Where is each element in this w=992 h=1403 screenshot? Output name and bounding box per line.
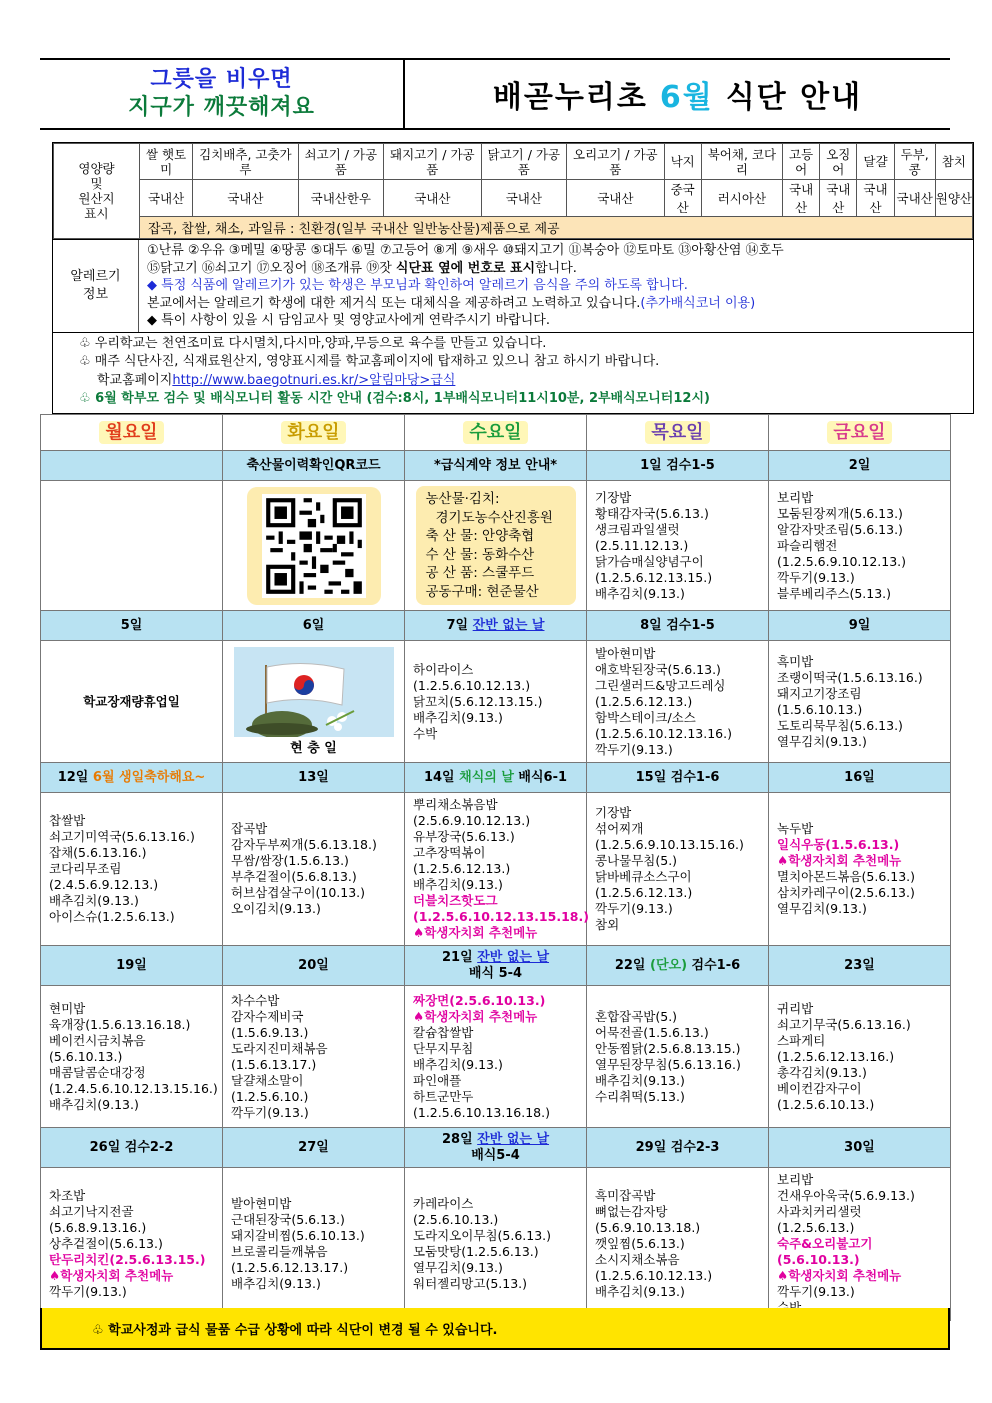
menu-item: 잡곡밥: [231, 821, 268, 836]
menu-cell: [223, 986, 405, 1128]
menu-item: ♠학생자치회 추천메뉴: [413, 925, 538, 940]
menu-item: 현미밥: [49, 1000, 86, 1016]
menu-row-2: [41, 641, 951, 763]
menu-cell: [769, 986, 951, 1128]
date-cell: 14일 채식의 날 배식6-1: [405, 763, 587, 793]
origin-item-country: 국내산: [193, 180, 298, 217]
menu-item: 쇠고기무국(5.6.13.16.): [777, 1016, 911, 1032]
info-panel: [52, 142, 974, 414]
menu-cell: [41, 793, 223, 946]
homepage-label: 학교홈페이지: [97, 372, 173, 388]
menu-item: 짜장면(2.5.6.10.13.): [413, 992, 546, 1008]
menu-item: 사과치커리샐럿: [777, 1204, 862, 1219]
menu-item: (2.4.5.6.9.12.13.): [49, 877, 159, 892]
menu-item: 건새우아욱국(5.6.9.13.): [777, 1188, 915, 1203]
menu-item: (1.2.5.6.9.10.13.15.16.): [595, 837, 744, 852]
date-cell: 9일: [769, 611, 951, 641]
date-cell: [41, 451, 223, 481]
origin-item-name: 북어채, 코다리: [701, 144, 782, 180]
menu-item: (1.2.5.6.12.13.16.): [777, 1048, 895, 1064]
origin-item-country: 국내산: [567, 180, 665, 217]
origin-item-name: 쇠고기 / 가공품: [298, 144, 383, 180]
weekday-header: [41, 415, 951, 451]
menu-cell: [769, 1168, 951, 1321]
allergy-body: [139, 240, 973, 332]
menu-item: 잡채(5.6.13.16.): [49, 845, 147, 860]
menu-cell: [223, 1168, 405, 1321]
date-cell: 23일: [769, 946, 951, 986]
menu-item: 수리취떡(5.13.): [595, 1088, 685, 1104]
menu-item: 워터젤리망고(5.13.): [413, 1276, 528, 1291]
korean-flag-icon: [234, 647, 394, 737]
menu-item: 깍두기(9.13.): [777, 569, 855, 585]
origin-item-name: 오징어: [820, 144, 857, 180]
allergy-contact: ◆ 특이 사항이 있을 시 담임교사 및 영양교사에게 연락주시기 바랍니다.: [147, 313, 550, 328]
menu-item: (1.2.5.6.12.13.): [595, 693, 693, 709]
menu-cell: [587, 1168, 769, 1321]
date-cell: 16일: [769, 763, 951, 793]
menu-row-4: [41, 986, 951, 1128]
menu-item: 애호박된장국(5.6.13.): [595, 661, 721, 677]
menu-item: 열무김치(9.13.): [777, 733, 867, 749]
menu-item: 깍두기(9.13.): [231, 1104, 309, 1120]
menu-item: 뼈없는감자탕: [595, 1204, 668, 1219]
menu-item: 콩나물무침(5.): [595, 853, 678, 868]
menu-item: 차수수밥: [231, 992, 280, 1008]
menu-item: 참외: [595, 917, 620, 932]
menu-item: 열무김치(9.13.): [777, 901, 867, 916]
title-school: 배곧누리초: [492, 80, 648, 115]
menu-item: 배추김치(9.13.): [49, 893, 139, 908]
date-cell: 7일 잔반 없는 날: [405, 611, 587, 641]
weekday-fri: 금요일: [827, 421, 891, 444]
origin-item-country: 국내산: [820, 180, 857, 217]
menu-item: (1.2.5.6.10.13.16.18.): [413, 1104, 550, 1120]
date-cell: 13일: [223, 763, 405, 793]
menu-item: (5.6.10.13.): [777, 1252, 860, 1267]
note-monitor: ♧ 6월 학부모 검수 및 배식모니터 활동 시간 안내 (검수:8시, 1부배식모니터11시10분, 2부배식모니터12시): [79, 391, 710, 406]
date-row-5: [41, 1128, 951, 1168]
date-cell: 29일 검수2-3: [587, 1128, 769, 1168]
date-cell: 12일 6월 생일축하해요~: [41, 763, 223, 793]
menu-item: (1.2.5.6.12.13.17.): [231, 1260, 349, 1275]
date-cell: 6일: [223, 611, 405, 641]
date-cell: 8일 검수1-5: [587, 611, 769, 641]
homepage-link[interactable]: http://www.baegotnuri.es.kr/>알림마당>급식: [172, 372, 456, 388]
header: [40, 60, 950, 130]
menu-item: (1.2.5.6.12.13.15.): [595, 569, 713, 585]
menu-item: 차조밥: [49, 1188, 86, 1203]
slogan-box: [40, 60, 405, 130]
origin-label: 영양량 및 원산지 표시: [54, 144, 140, 239]
menu-item: 배추김치(9.13.): [413, 877, 503, 892]
menu-item: 보리밥: [777, 1172, 814, 1187]
menu-item: 닭가슴매실양념구이: [595, 553, 704, 569]
date-cell: 1일 검수1-5: [587, 451, 769, 481]
menu-item: (2.5.11.12.13.): [595, 537, 689, 553]
menu-item: 탄두리치킨(2.5.6.13.15.): [49, 1252, 206, 1267]
weekday-mon: 월요일: [99, 421, 163, 444]
menu-item: (1.2.5.6.10.13.): [777, 1096, 875, 1112]
menu-item: 혼합잡곡밥(5.): [595, 1008, 678, 1024]
menu-item: 모둠된장찌개(5.6.13.): [777, 505, 903, 521]
allergy-alt-meal: 본교에서는 알레르기 학생에 대한 제거식 또는 대체식을 제공하려고 노력하고 있습니다.(추가배식코너 이용): [147, 295, 756, 311]
contract-line: 축 산 물: 안양축협: [425, 528, 535, 544]
menu-item: 블루베리주스(5.13.): [777, 585, 892, 601]
weekday-tue: 화요일: [281, 421, 345, 444]
menu-item: 칼슘찹쌀밥: [413, 1024, 474, 1040]
menu-item: ♠학생자치회 추천메뉴: [49, 1268, 174, 1283]
menu-item: 배추김치(9.13.): [231, 1276, 321, 1291]
menu-item: (1.5.6.13.17.): [231, 1056, 317, 1072]
menu-cell: [223, 793, 405, 946]
menu-item: 쇠고기미역국(5.6.13.16.): [49, 829, 195, 844]
menu-item: 베이컨감자구이: [777, 1080, 862, 1096]
date-cell: 27일: [223, 1128, 405, 1168]
menu-item: 찹쌀밥: [49, 813, 86, 828]
menu-item: (1.5.6.10.13.): [777, 701, 863, 717]
weekday-wed: 수요일: [463, 421, 527, 444]
menu-item: 도라지오이무침(5.6.13.): [413, 1228, 552, 1243]
menu-item: (1.2.5.6.10.12.13.16.): [595, 725, 732, 741]
menu-item: 어묵전골(1.5.6.13.): [595, 1024, 709, 1040]
menu-cell: [405, 1168, 587, 1321]
menu-item: 더블치즈핫도그: [413, 893, 498, 908]
contract-info: [416, 486, 576, 605]
menu-item: 황태감자국(5.6.13.): [595, 505, 709, 521]
origin-item-country: 국내산한우: [298, 180, 383, 217]
menu-item: 숙주&오리불고기: [777, 1236, 873, 1251]
menu-item: 코다리무조림: [49, 861, 122, 876]
slogan-line2: 지구가 깨끗해져요: [128, 95, 315, 120]
menu-item: 돼지고기장조림: [777, 685, 862, 701]
menu-item: 배추김치(9.13.): [49, 1096, 139, 1112]
menu-item: 부추겉절이(5.6.8.13.): [231, 869, 357, 884]
origin-item-name: 닭고기 / 가공품: [481, 144, 566, 180]
origin-item-name: 낙지: [664, 144, 701, 180]
origin-item-country: 국내산: [481, 180, 566, 217]
date-cell: 2일: [769, 451, 951, 481]
menu-item: (1.2.5.6.10.12.13.): [413, 677, 531, 693]
menu-cell: [41, 1168, 223, 1321]
date-cell: 26일 검수2-2: [41, 1128, 223, 1168]
menu-item: 카레라이스: [413, 1196, 474, 1211]
origin-item-name: 두부,콩: [894, 144, 935, 180]
menu-item: (5.6.10.13.): [49, 1048, 123, 1064]
menu-item: 감자두부찌개(5.6.13.18.): [231, 837, 377, 852]
menu-item: (1.2.5.6.10.12.13.15.18.): [413, 909, 589, 924]
allergy-list-1: ①난류 ②우유 ③메밀 ④땅콩 ⑤대두 ⑥밀 ⑦고등어 ⑧게 ⑨새우 ⑩돼지고기 ⑪복숭아 ⑫토마토 ⑬아황산염 ⑭호두: [147, 243, 784, 258]
menu-item: 녹두밥: [777, 821, 814, 836]
menu-cell: [41, 986, 223, 1128]
origin-item-country: 러시아산: [701, 180, 782, 217]
menu-item: (1.2.5.6.13.): [777, 1220, 855, 1235]
qr-cell: [223, 481, 405, 611]
menu-item: 닭꼬치(5.6.12.13.15.): [413, 693, 543, 709]
menu-cell: [587, 641, 769, 763]
menu-item: 돼지갈비찜(5.6.10.13.): [231, 1228, 365, 1243]
menu-item: 열무김치(9.13.): [413, 1260, 503, 1275]
origin-item-name: 김치배추, 고춧가루: [193, 144, 298, 180]
origin-item-name: 달걀: [857, 144, 894, 180]
date-cell: *급식계약 정보 안내*: [405, 451, 587, 481]
menu-item: (1.2.5.6.12.13.): [595, 885, 693, 900]
page-title: [405, 60, 950, 130]
menu-cell: [405, 793, 587, 946]
menu-item: 도토리묵무침(5.6.13.): [777, 717, 903, 733]
menu-item: 흑미잡곡밥: [595, 1188, 656, 1203]
menu-item: (2.5.6.9.10.12.13.): [413, 813, 531, 828]
menu-item: 그린샐러드&망고드레싱: [595, 677, 726, 693]
origin-item-country: 국내산: [140, 180, 193, 217]
menu-item: (5.6.9.10.13.18.): [595, 1220, 701, 1235]
menu-cell: [769, 641, 951, 763]
menu-item: (5.6.8.9.13.16.): [49, 1220, 147, 1235]
origin-item-name: 돼지고기 / 가공품: [384, 144, 482, 180]
origin-item-country: 원양산: [935, 180, 972, 217]
menu-item: 배추김치(9.13.): [595, 1072, 685, 1088]
menu-cell-empty: [41, 481, 223, 611]
menu-cell: [769, 793, 951, 946]
menu-item: 무쌈/쌈장(1.5.6.13.): [231, 853, 349, 868]
menu-item: ♠학생자치회 추천메뉴: [413, 1008, 538, 1024]
date-cell: 28일 잔반 없는 날 배식5-4: [405, 1128, 587, 1168]
menu-item: (1.5.6.9.13.): [231, 1024, 309, 1040]
menu-item: 삼치카레구이(2.5.6.13.): [777, 885, 915, 900]
menu-item: 총각김치(9.13.): [777, 1064, 867, 1080]
menu-item: 유부장국(5.6.13.): [413, 829, 515, 844]
footer-notice: ♧ 학교사정과 급식 물품 수급 상황에 따라 식단이 변경 될 수 있습니다.: [40, 1308, 950, 1348]
slogan-line1: 그릇을 비우면: [150, 67, 293, 92]
menu-item: 생크림과일샐럿: [595, 521, 680, 537]
menu-item: 하이라이스: [413, 661, 474, 677]
menu-item: 뿌리채소볶음밥: [413, 797, 498, 812]
menu-item: 깍두기(9.13.): [49, 1284, 127, 1299]
eco-note: 잡곡, 찹쌀, 채소, 과일류 : 친환경(일부 국내산 일반농산물)제품으로 제공: [140, 217, 973, 239]
date-row-3: [41, 763, 951, 793]
date-cell: 5일: [41, 611, 223, 641]
menu-item: 단무지무침: [413, 1040, 474, 1056]
menu-row-1: [41, 481, 951, 611]
menu-item: (1.2.5.6.10.12.13.): [595, 1268, 713, 1283]
origin-item-name: 고등어: [783, 144, 820, 180]
origin-item-name: 참치: [935, 144, 972, 180]
menu-item: 닭바베큐소스구이: [595, 869, 692, 884]
menu-item: 근대된장국(5.6.13.): [231, 1212, 345, 1227]
menu-cell: [587, 986, 769, 1128]
menu-item: 베이컨시금치볶음: [49, 1032, 146, 1048]
allergy-label: 알레르기 정보: [53, 240, 139, 332]
menu-item: 기장밥: [595, 805, 632, 820]
menu-item: 상추겉절이(5.6.13.): [49, 1236, 163, 1251]
weekday-thu: 목요일: [645, 421, 709, 444]
date-cell: 축산물이력확인QR코드: [223, 451, 405, 481]
title-suffix: 식단 안내: [725, 80, 863, 115]
contract-line: 수 산 물: 동화수산: [425, 546, 535, 563]
menu-cell: [405, 986, 587, 1128]
menu-item: 고추장떡볶이: [413, 845, 486, 860]
date-row-1: [41, 451, 951, 481]
note-homepage: ♧ 매주 식단사진, 식재료원산지, 영양표시제를 학교홈페이지에 탑재하고 있으니 참고 하시기 바랍니다.: [79, 354, 660, 369]
menu-item: (1.2.4.5.6.10.12.13.15.16.): [49, 1080, 218, 1096]
menu-item: 배추김치(9.13.): [595, 1284, 685, 1299]
menu-item: 쇠고기낙지전골: [49, 1204, 134, 1219]
menu-item: 배추김치(9.13.): [595, 585, 685, 601]
menu-item: 스파게티: [777, 1032, 826, 1048]
menu-item: 보리밥: [777, 489, 814, 505]
menu-item: 발아현미밥: [231, 1196, 292, 1211]
origin-item-country: 국내산: [384, 180, 482, 217]
menu-item: 멸치아몬드볶음(5.6.13.): [777, 869, 916, 884]
contract-line: 경기도농수산진흥원: [435, 509, 553, 526]
date-row-4: [41, 946, 951, 986]
menu-item: 모둠맛탕(1.2.5.6.13.): [413, 1244, 539, 1259]
menu-item: 깍두기(9.13.): [777, 1284, 855, 1299]
origin-item-name: 쌀 햇토미: [140, 144, 193, 180]
closed-day: 학교장재량휴업일: [41, 641, 223, 763]
menu-item: 발아현미밥: [595, 645, 656, 661]
memorial-cell: [223, 641, 405, 763]
menu-item: (1.2.5.6.9.10.12.13.): [777, 553, 907, 569]
contract-cell: [405, 481, 587, 611]
origin-item-country: 중국산: [664, 180, 701, 217]
menu-row-3: [41, 793, 951, 946]
menu-item: 함박스테이크/소스: [595, 709, 696, 725]
menu-item: 수박: [413, 725, 438, 741]
date-cell: 22일 (단오) 검수1-6: [587, 946, 769, 986]
bottom-rule: [40, 1348, 950, 1350]
menu-item: 매콤달콤순대강정: [49, 1064, 146, 1080]
date-cell: 19일: [41, 946, 223, 986]
origin-item-country: 국내산: [894, 180, 935, 217]
origin-item-country: 국내산: [783, 180, 820, 217]
menu-item: 배추김치(9.13.): [413, 1056, 503, 1072]
menu-item: 조랭이떡국(1.5.6.13.16.): [777, 669, 923, 685]
note-link-line: [79, 372, 973, 391]
menu-item: 열무된장무침(5.6.13.16.): [595, 1056, 741, 1072]
origin-table: [53, 143, 973, 239]
menu-item: (1.2.5.6.10.): [231, 1088, 309, 1104]
origin-item-name: 오리고기 / 가공품: [567, 144, 665, 180]
menu-item: 안동찜닭(2.5.6.8.13.15.): [595, 1040, 741, 1056]
menu-item: 달걀채소말이: [231, 1072, 304, 1088]
menu-item: 흑미밥: [777, 653, 814, 669]
menu-item: 감자수제비국: [231, 1008, 304, 1024]
note-broth: ♧ 우리학교는 천연조미료 다시멸치,다시마,양파,무등으로 육수를 만들고 있습니다.: [79, 335, 547, 351]
menu-item: 육개장(1.5.6.13.16.18.): [49, 1016, 191, 1032]
menu-cell: [405, 641, 587, 763]
menu-item: 깻잎찜(5.6.13.): [595, 1236, 685, 1251]
menu-item: 귀리밥: [777, 1000, 814, 1016]
contract-line: 공동구매: 현준물산: [425, 583, 539, 600]
menu-item: 아이스슈(1.2.5.6.13.): [49, 909, 175, 924]
menu-item: 브로콜리들깨볶음: [231, 1244, 328, 1259]
menu-item: 허브삼겹살구이(10.13.): [231, 885, 366, 900]
menu-item: (2.5.6.10.13.): [413, 1212, 499, 1227]
menu-item: 기장밥: [595, 489, 632, 505]
date-cell: 30일: [769, 1128, 951, 1168]
menu-item: 일식우동(1.5.6.13.): [777, 837, 900, 852]
menu-item: ♠학생자치회 추천메뉴: [777, 853, 902, 868]
memorial-day-label: 현 충 일: [290, 740, 337, 756]
menu-item: 알감자맛조림(5.6.13.): [777, 521, 903, 537]
notes: [53, 332, 973, 413]
date-cell: 15일 검수1-6: [587, 763, 769, 793]
menu-cell: [587, 481, 769, 611]
qr-code-icon[interactable]: [262, 494, 366, 598]
allergy-warning: ◆ 특정 식품에 알레르기가 있는 학생은 부모님과 확인하여 알레르기 음식을 주의 하도록 합니다.: [147, 278, 688, 293]
menu-item: (1.2.5.6.12.13.): [413, 861, 511, 876]
menu-item: 깍두기(9.13.): [595, 741, 673, 757]
qr-frame: [247, 487, 381, 605]
menu-item: ♠학생자치회 추천메뉴: [777, 1268, 902, 1283]
menu-item: 도라지진미채볶음: [231, 1040, 328, 1056]
contract-line: 농산물·김치:: [425, 491, 500, 507]
menu-cell: [587, 793, 769, 946]
menu-cell: [769, 481, 951, 611]
menu-calendar: [40, 414, 951, 1321]
menu-item: 소시지채소볶음: [595, 1252, 680, 1267]
menu-row-5: [41, 1168, 951, 1321]
menu-item: 배추김치(9.13.): [413, 709, 503, 725]
date-cell: 21일 잔반 없는 날 배식 5-4: [405, 946, 587, 986]
allergy-section: [53, 239, 973, 332]
title-month: 6월: [659, 80, 714, 115]
allergy-list-2: ⑮닭고기 ⑯쇠고기 ⑰오징어 ⑱조개류 ⑲잣 식단표 옆에 번호로 표시합니다.: [147, 260, 577, 276]
menu-item: 깍두기(9.13.): [595, 901, 673, 916]
origin-item-country: 국내산: [857, 180, 894, 217]
date-cell: 20일: [223, 946, 405, 986]
menu-item: 오이김치(9.13.): [231, 901, 321, 916]
contract-line: 공 산 품: 스쿨푸드: [425, 565, 535, 581]
date-row-2: [41, 611, 951, 641]
menu-item: 섞어찌개: [595, 821, 644, 836]
menu-item: 파인애플: [413, 1072, 462, 1088]
menu-item: 파슬리햄전: [777, 537, 838, 553]
menu-item: 하트군만두: [413, 1088, 474, 1104]
